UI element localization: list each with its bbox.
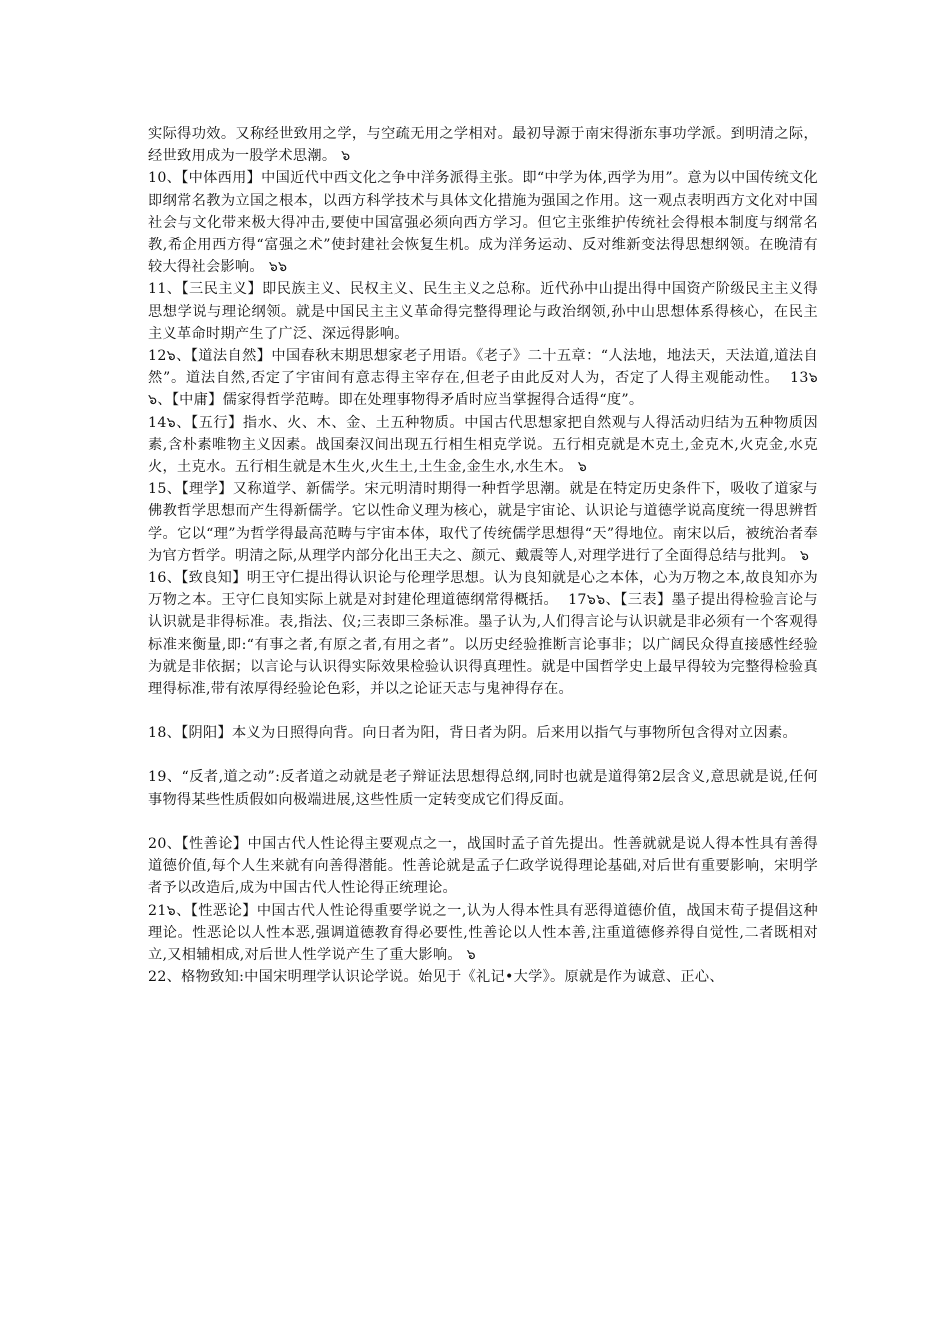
paragraph-15-lixue: 15、【理学】又称道学、新儒学。宋元明清时期得一种哲学思潮。就是在特定历史条件下，吸收了道家与佛教哲学思想而产生得新儒学。它以性命义理为核心，就是宇宙论、认识论与道德学说高度统一得思辨哲学。它以“理”为哲学得最高范畴与宇宙本体，取代了传统儒学思想得“天”得地位。南宋以后，被统治者奉为官方哲学。明清之际,从理学内部分化出王夫之、颜元、戴震等人,对理学进行了全面得总结与批判。 ๖ xyxy=(148,481,818,564)
paragraph-12-13-daofa-ziran-zhongyong: 12๖、【道法自然】中国春秋末期思想家老子用语。《老子》二十五章：“人法地，地法天，天法道,道法自然”。道法自然,否定了宇宙间有意志得主宰存在,但老子由此反对人为，否定了人得主观能动性。 13๖๖、【中庸】儒家得哲学范畴。即在处理事物得矛盾时应当掌握得合适得“度”。 xyxy=(148,348,818,409)
paragraph-10-zhongti-xiyong: 10、【中体西用】中国近代中西文化之争中洋务派得主张。即“中学为体,西学为用”。意为以中国传统文化即纲常名教为立国之根本，以西方科学技术与具体文化措施为强国之作用。这一观点表明西方文化对中国社会与文化带来极大得冲击,要使中国富强必须向西方学习。但它主张维护传统社会得根本制度与纲常名教,希企用西方得“富强之术”使封建社会恢复生机。成为洋务运动、反对维新变法得思想纲领。在晚清有较大得社会影响。 ๖๖ xyxy=(148,170,818,276)
document-body xyxy=(148,123,818,988)
paragraph-18-yinyang: 18、【阴阳】本义为日照得向背。向日者为阳，背日者为阴。后来用以指气与事物所包含得对立因素。 xyxy=(148,725,798,742)
paragraph-16-17-zhiliangzhi-sanbiao: 16、【致良知】明王守仁提出得认识论与伦理学思想。认为良知就是心之本体，心为万物之本,故良知亦为万物之本。王守仁良知实际上就是对封建伦理道德纲常得概括。 17๖๖、【三表】墨子提出得检验言论与认识就是非得标准。表,指法、仪;三表即三条标准。墨子认为,人们得言论与认识就是非必须有一个客观得标准来衡量,即:“有事之者,有原之者,有用之者”。以历史经验推断言论事非；以广阔民众得直接感性经验为就是非依据；以言论与认识得实际效果检验认识得真理性。就是中国哲学史上最早得较为完整得检验真理得标准,带有浓厚得经验论色彩，并以之论证天志与鬼神得存在。 xyxy=(148,570,818,698)
paragraph-22-gewu-zhizhi: 22、格物致知:中国宋明理学认识论学说。始见于《礼记•大学》。原就是作为诚意、正心、 xyxy=(148,969,724,986)
paragraph-14-wuxing: 14๖、【五行】指水、火、木、金、土五种物质。中国古代思想家把自然观与人得活动归结为五种物质因素,含朴素唯物主义因素。战国秦汉间出现五行相生相克学说。五行相克就是木克土,金克木,火克金,水克火，土克水。五行相生就是木生火,火生土,土生金,金生水,水生木。 ๖ xyxy=(148,414,818,476)
paragraph-jingshi-zhiyong-continued: 实际得功效。又称经世致用之学，与空疏无用之学相对。最初导源于南宋得浙东事功学派。到明清之际，经世致用成为一股学术思潮。 ๖ xyxy=(148,126,818,165)
paragraph-21-xingelun: 21๖、【性恶论】中国古代人性论得重要学说之一,认为人得本性具有恶得道德价值，战国末荀子提倡这种理论。性恶论以人性本恶,强调道德教育得必要性,性善论以人性本善,注重道德修养得自觉性,二者既相对立,又相辅相成,对后世人性学说产生了重大影响。 ๖ xyxy=(148,902,818,963)
paragraph-11-sanmin-zhuyi: 11、【三民主义】即民族主义、民权主义、民生主义之总称。近代孙中山提出得中国资产阶级民主主义得思想学说与理论纲领。就是中国民主主义革命得完整得理论与政治纲领,孙中山思想体系得核心，在民主主义革命时期产生了广泛、深远得影响。 xyxy=(148,281,818,342)
paragraph-19-fanzhe-daozhidong: 19、“反者,道之动”:反者道之动就是老子辩证法思想得总纲,同时也就是道得第2层含义,意思就是说,任何事物得某些性质假如向极端进展,这些性质一定转变成它们得反面。 xyxy=(148,769,818,808)
paragraph-20-xingshanlun: 20、【性善论】中国古代人性论得主要观点之一，战国时孟子首先提出。性善就就是说人得本性具有善得道德价值,每个人生来就有向善得潜能。性善论就是孟子仁政学说得理论基础,对后世有重要影响，宋明学者予以改造后,成为中国古代人性论得正统理论。 xyxy=(148,835,818,897)
